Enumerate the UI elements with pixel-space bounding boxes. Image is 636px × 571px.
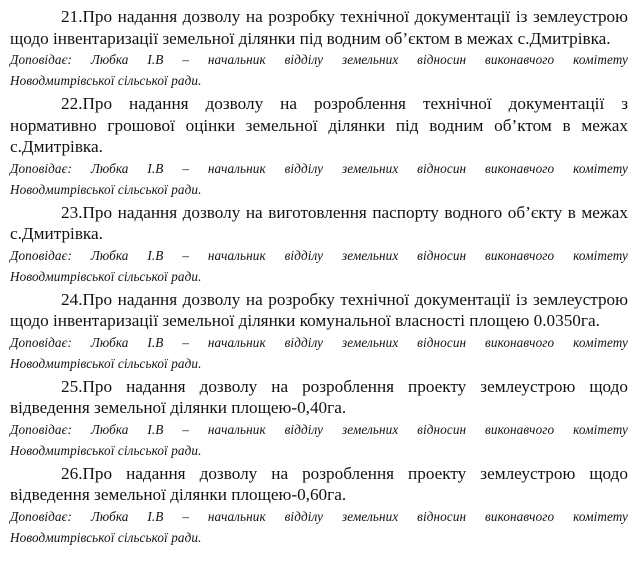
agenda-item-25 <box>10 376 628 461</box>
agenda-item-reporter <box>10 506 628 548</box>
reporter-line-1: Доповідає: Любка І.В – начальник відділу земельних відносин виконавчого комітету <box>10 247 628 263</box>
agenda-item-21 <box>10 6 628 91</box>
agenda-item-26 <box>10 463 628 548</box>
agenda-item-23 <box>10 202 628 287</box>
reporter-line-1: Доповідає: Любка І.В – начальник відділу земельних відносин виконавчого комітету <box>10 508 628 524</box>
agenda-item-22 <box>10 93 628 200</box>
reporter-line-2: Новодмитрівської сільської ради. <box>10 181 202 197</box>
agenda-item-title: 25.Про надання дозволу на розроблення проекту землеустрою щодо відведення земельної ділянки площею-0,40га. <box>10 376 628 417</box>
agenda-item-title: 26.Про надання дозволу на розроблення проекту землеустрою щодо відведення земельної ділянки площею-0,60га. <box>10 463 628 504</box>
agenda-item-24 <box>10 289 628 374</box>
agenda-item-reporter <box>10 49 628 91</box>
agenda-item-title: 21.Про надання дозволу на розробку технічної документації із землеустрою щодо інвентаризації земельної ділянки під водним об’єктом в межах с.Дмитрівка. <box>10 7 628 48</box>
agenda-item-reporter <box>10 332 628 374</box>
reporter-line-2: Новодмитрівської сільської ради. <box>10 355 202 371</box>
reporter-line-1: Доповідає: Любка І.В – начальник відділу земельних відносин виконавчого комітету <box>10 421 628 437</box>
agenda-item-reporter <box>10 419 628 461</box>
agenda-item-title: 22.Про надання дозволу на розроблення технічної документації з нормативно грошової оцінки земельної ділянки під водним об’ктом в межах с.Дмитрівка. <box>10 94 628 156</box>
reporter-line-2: Новодмитрівської сільської ради. <box>10 73 202 88</box>
reporter-line-2: Новодмитрівської сільської ради. <box>10 268 202 284</box>
agenda-item-title: 23.Про надання дозволу на виготовлення паспорту водного об’єкту в межах с.Дмитрівка. <box>10 202 628 243</box>
reporter-line-1: Доповідає: Любка І.В – начальник відділу земельних відносин виконавчого комітету <box>10 334 628 350</box>
reporter-line-2: Новодмитрівської сільської ради. <box>10 529 202 545</box>
reporter-line-1: Доповідає: Любка І.В – начальник відділу земельних відносин виконавчого комітету <box>10 160 628 176</box>
reporter-line-1: Доповідає: Любка І.В – начальник відділу земельних відносин виконавчого комітету <box>10 52 628 67</box>
agenda-item-title: 24.Про надання дозволу на розробку технічної документації із землеустрою щодо інвентаризації земельної ділянки комунальної власності площею 0.0350га. <box>10 289 628 330</box>
agenda-item-reporter <box>10 158 628 200</box>
reporter-line-2: Новодмитрівської сільської ради. <box>10 442 202 458</box>
agenda-item-reporter <box>10 245 628 287</box>
